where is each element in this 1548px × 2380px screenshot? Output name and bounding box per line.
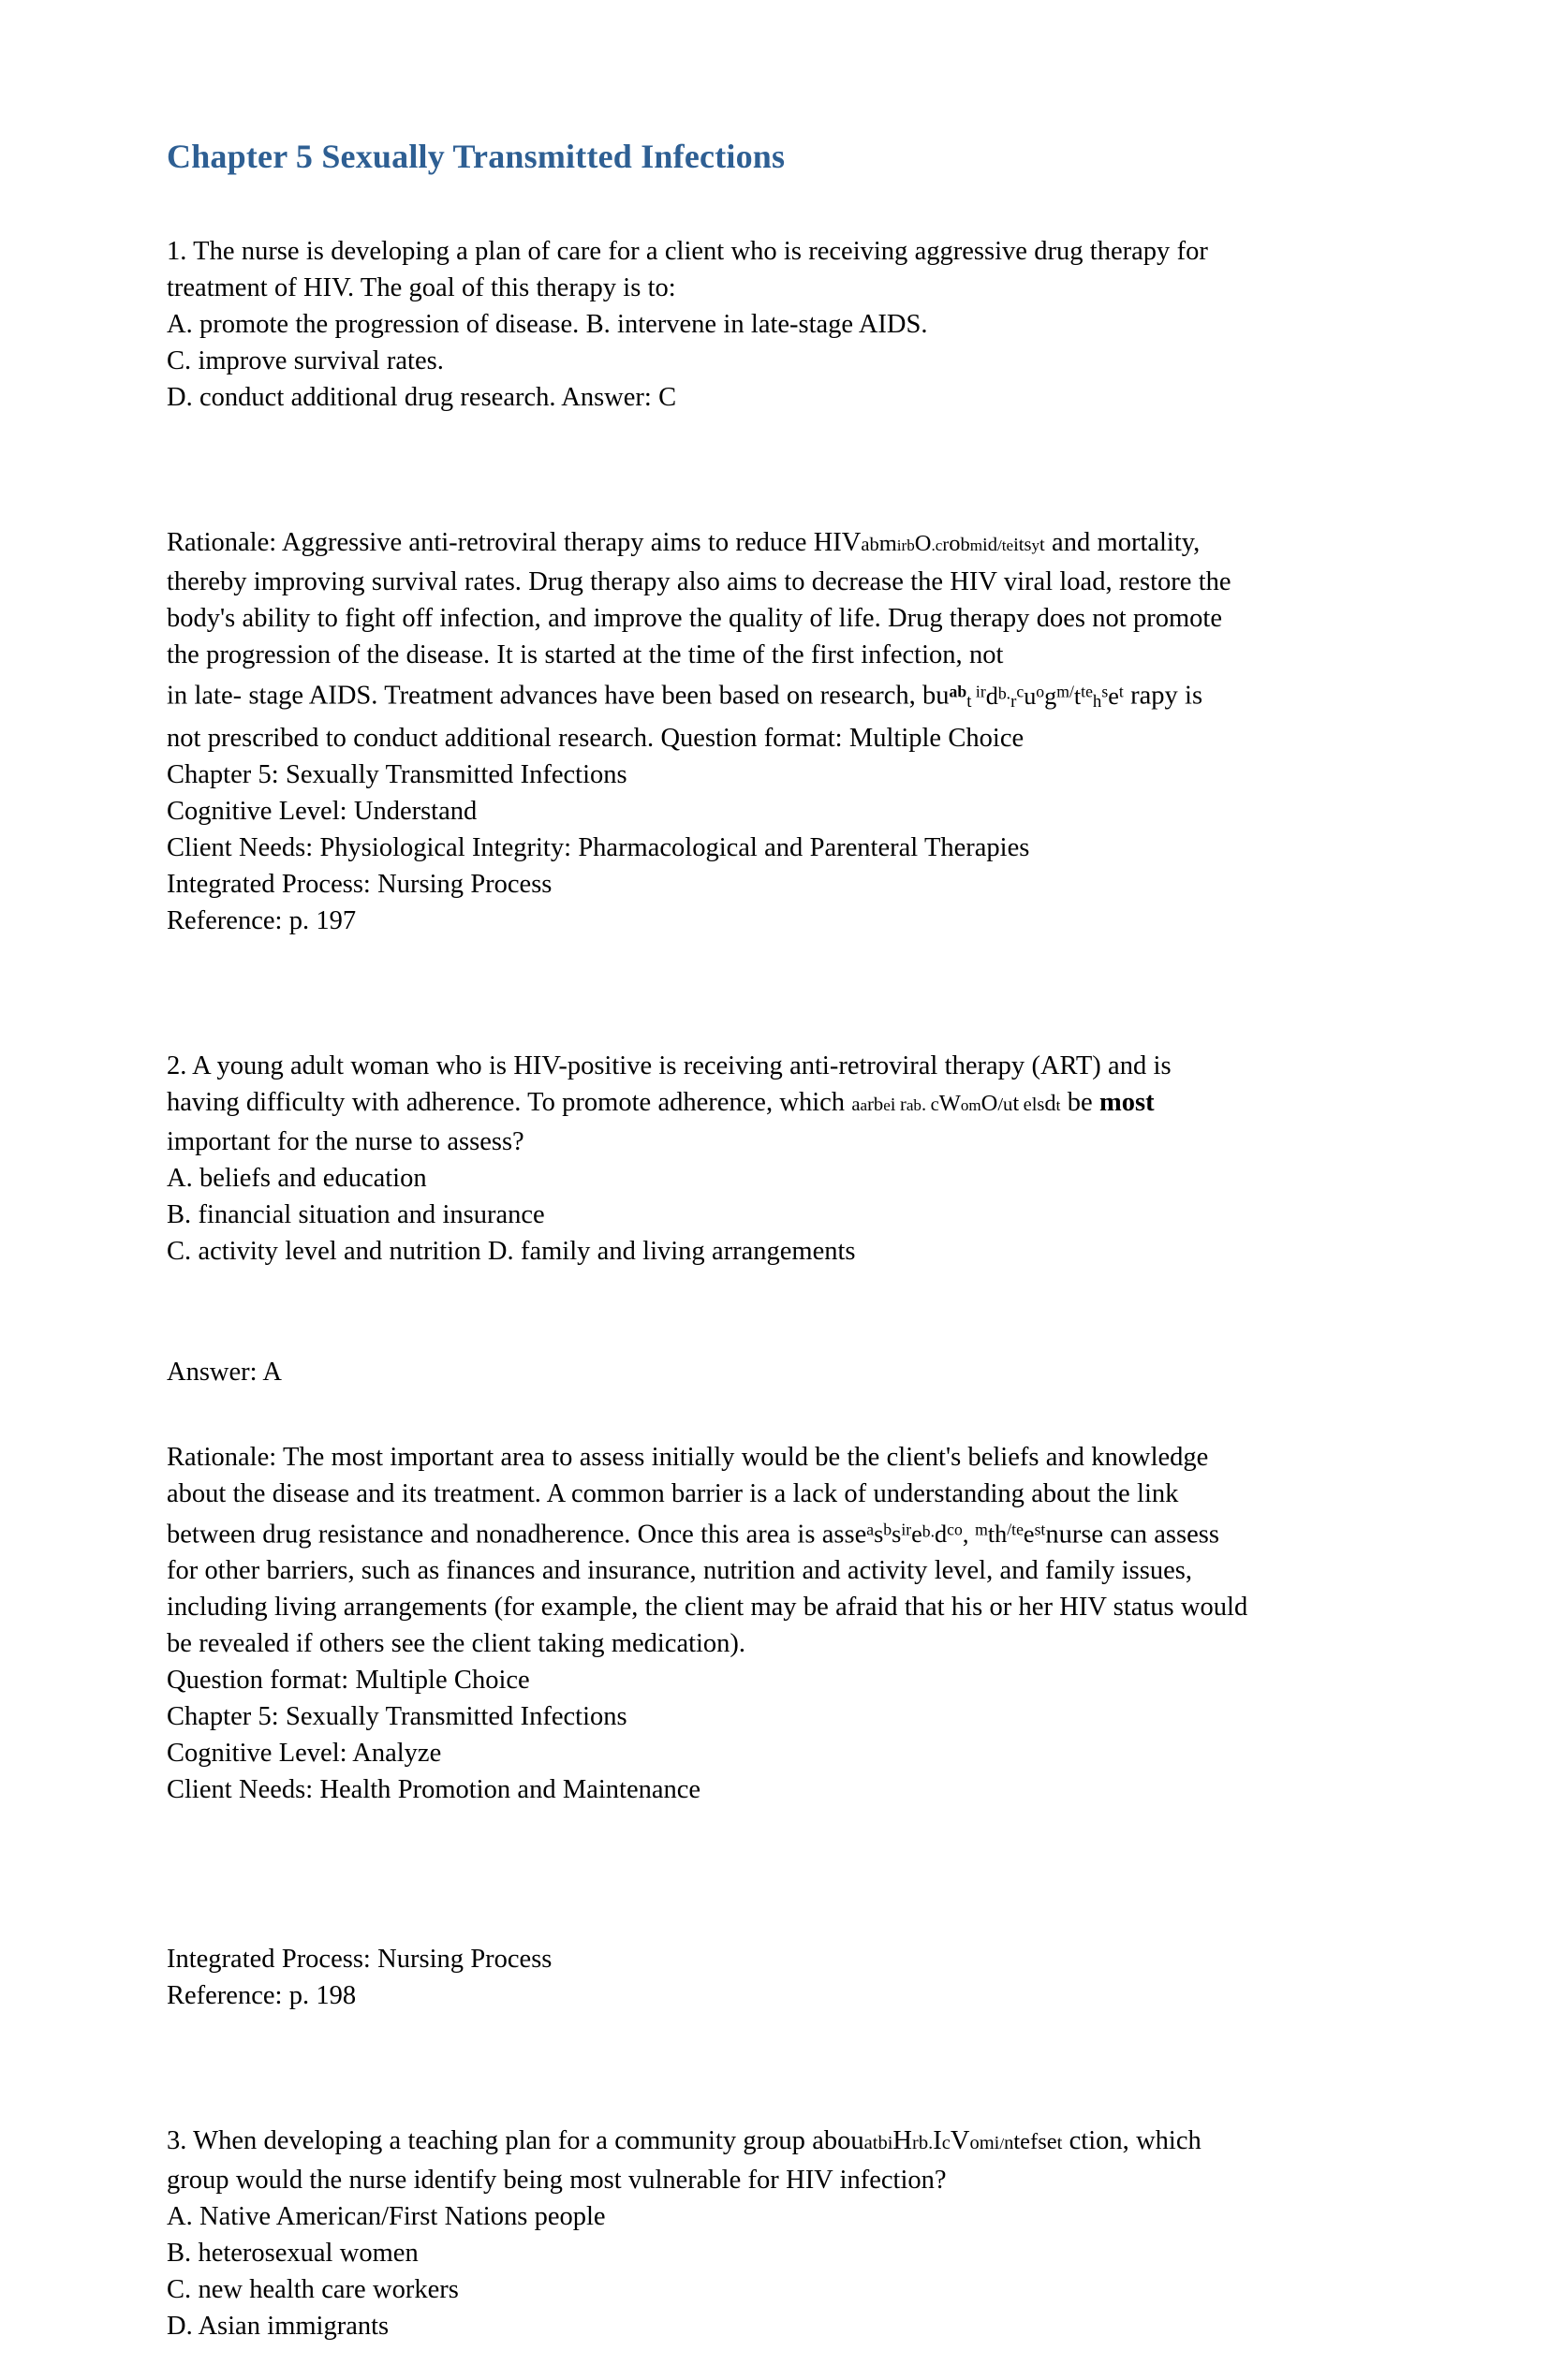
question-2-answer: Answer: A xyxy=(167,1357,282,1387)
ocr-artifact-run-2: $^{ab}$t $^{ir}db.r^cu^og^{m/}t^{te}h^se^t$ xyxy=(949,682,1124,712)
question-1-meta-client-needs: Client Needs: Physiological Integrity: Pharmacological and Parenteral Therapies xyxy=(167,832,1030,862)
question-1-rationale-line-6: not prescribed to conduct additional research. Question format: Multiple Choice xyxy=(167,723,1025,753)
spacer xyxy=(167,1390,1386,1439)
question-2-rationale-line-6: be revealed if others see the client taking medication). xyxy=(167,1629,746,1658)
rationale-line5-pre: in late- stage AIDS. Treatment advances have been based on research, bu xyxy=(167,681,950,711)
question-1-choice-ab: A. promote the progression of disease. B. intervene in late-stage AIDS. xyxy=(167,310,928,340)
question-1-meta-chapter: Chapter 5: Sexually Transmitted Infections xyxy=(167,759,627,789)
question-1-rationale xyxy=(167,524,1386,938)
question-2-rationale-line-2: about the disease and its treatment. A common barrier is a lack of understanding about the link xyxy=(167,1478,1179,1508)
spacer xyxy=(167,1844,1386,1941)
question-2-choice-cd: C. activity level and nutrition D. family and living arrangements xyxy=(167,1236,856,1266)
question-3-stem-line-2: group would the nurse identify being most vulnerable for HIV infection? xyxy=(167,2166,947,2195)
question-2-meta-integrated-process: Integrated Process: Nursing Process xyxy=(167,1945,553,1974)
question-2-choice-a: A. beliefs and education xyxy=(167,1163,427,1193)
question-2-stem-mid: be xyxy=(1060,1087,1099,1117)
spacer xyxy=(167,975,1386,1048)
question-1-choice-d-answer: D. conduct additional drug research. Answer: C xyxy=(167,383,677,413)
question-1-meta-cognitive-level: Cognitive Level: Understand xyxy=(167,796,478,826)
question-1-block xyxy=(167,233,1386,416)
question-2-rationale-line-4: for other barriers, such as finances and insurance, nutrition and activity level, and family issues, xyxy=(167,1556,1192,1585)
question-2-stem-line-3: important for the nurse to assess? xyxy=(167,1126,524,1156)
ocr-artifact-run-1: abmirbO.crobmid/teitsyt xyxy=(861,531,1045,557)
question-1-rationale-line-3: body's ability to fight off infection, and improve the quality of life. Drug therapy does not promote xyxy=(167,604,1222,634)
question-1-rationale-line-5 xyxy=(167,673,1386,719)
question-1-rationale-line-1 xyxy=(167,524,1386,564)
question-2-rationale-pre: between drug resistance and nonadherence. Once this area is asse xyxy=(167,1520,867,1549)
question-1-meta-integrated-process: Integrated Process: Nursing Process xyxy=(167,869,553,899)
question-2-stem-line-1: 2. A young adult woman who is HIV-positive is receiving anti-retroviral therapy (ART) and is xyxy=(167,1050,1172,1080)
question-1-meta-reference: Reference: p. 197 xyxy=(167,905,357,935)
question-2-meta-question-format: Question format: Multiple Choice xyxy=(167,1666,530,1695)
question-2-stem-line-2 xyxy=(167,1084,1386,1124)
question-2-choice-b: B. financial situation and insurance xyxy=(167,1199,545,1229)
question-1-stem-line-2: treatment of HIV. The goal of this therapy is to: xyxy=(167,273,676,303)
page-title: Chapter 5 Sexually Transmitted Infections xyxy=(167,138,786,175)
document-content xyxy=(167,137,1386,2380)
rationale-line5-post: rapy is xyxy=(1123,681,1203,711)
question-2-meta-cognitive-level: Cognitive Level: Analyze xyxy=(167,1739,442,1768)
question-2-meta-client-needs: Client Needs: Health Promotion and Maintenance xyxy=(167,1775,701,1804)
rationale-text-post: and mortality, xyxy=(1044,528,1201,558)
question-2-rationale-line-5: including living arrangements (for example, the client may be afraid that his or her HIV status would xyxy=(167,1593,1248,1622)
ocr-artifact-run-5: atbiHrb.IcVomi/ntefset xyxy=(863,2126,1063,2155)
question-2-block xyxy=(167,1048,1386,1270)
question-3-stem-line-1 xyxy=(167,2123,1386,2162)
question-2-rationale-post: nurse can assess xyxy=(1045,1520,1219,1549)
question-2-rationale-line-3 xyxy=(167,1512,1386,1552)
question-2-meta-chapter: Chapter 5: Sexually Transmitted Infections xyxy=(167,1702,627,1731)
ocr-artifact-run-3: aarbei rab. cWomO/ut elsdt xyxy=(851,1090,1061,1116)
question-3-stem-pre: 3. When developing a teaching plan for a community group abou xyxy=(167,2126,864,2155)
question-3-block xyxy=(167,2123,1386,2344)
question-2-meta-reference: Reference: p. 198 xyxy=(167,1981,357,2010)
question-3-stem-post: ction, which xyxy=(1062,2126,1202,2155)
question-2-stem-emphasis: most xyxy=(1098,1087,1155,1117)
question-2-rationale xyxy=(167,1439,1386,1808)
question-2-meta-tail xyxy=(167,1941,1386,2014)
question-3-choice-d: D. Asian immigrants xyxy=(167,2312,390,2341)
ocr-artifact-run-4: $^as^bs^{ir}eb.d^{co}$, $^mth^{/te}e^{st}$ xyxy=(866,1520,1046,1548)
question-1-stem-line-1: 1. The nurse is developing a plan of care for a client who is receiving aggressive drug therapy for xyxy=(167,237,1208,267)
rationale-text-pre: Rationale: Aggressive anti-retroviral therapy aims to reduce HIV xyxy=(167,528,862,558)
spacer xyxy=(167,2049,1386,2123)
question-3-choice-a: A. Native American/First Nations people xyxy=(167,2202,606,2231)
question-1-rationale-line-2: thereby improving survival rates. Drug therapy also aims to decrease the HIV viral load, restore the xyxy=(167,567,1231,597)
question-3-choice-c: C. new health care workers xyxy=(167,2275,459,2304)
question-1-choice-c: C. improve survival rates. xyxy=(167,346,444,376)
question-1-rationale-line-4: the progression of the disease. It is started at the time of the first infection, not xyxy=(167,640,1004,670)
question-3-choice-b: B. heterosexual women xyxy=(167,2239,419,2268)
spacer xyxy=(167,1305,1386,1354)
spacer xyxy=(167,451,1386,524)
question-2-stem-pre: having difficulty with adherence. To promote adherence, which xyxy=(167,1087,852,1117)
question-2-rationale-line-1: Rationale: The most important area to assess initially would be the client's beliefs and knowledge xyxy=(167,1442,1209,1472)
